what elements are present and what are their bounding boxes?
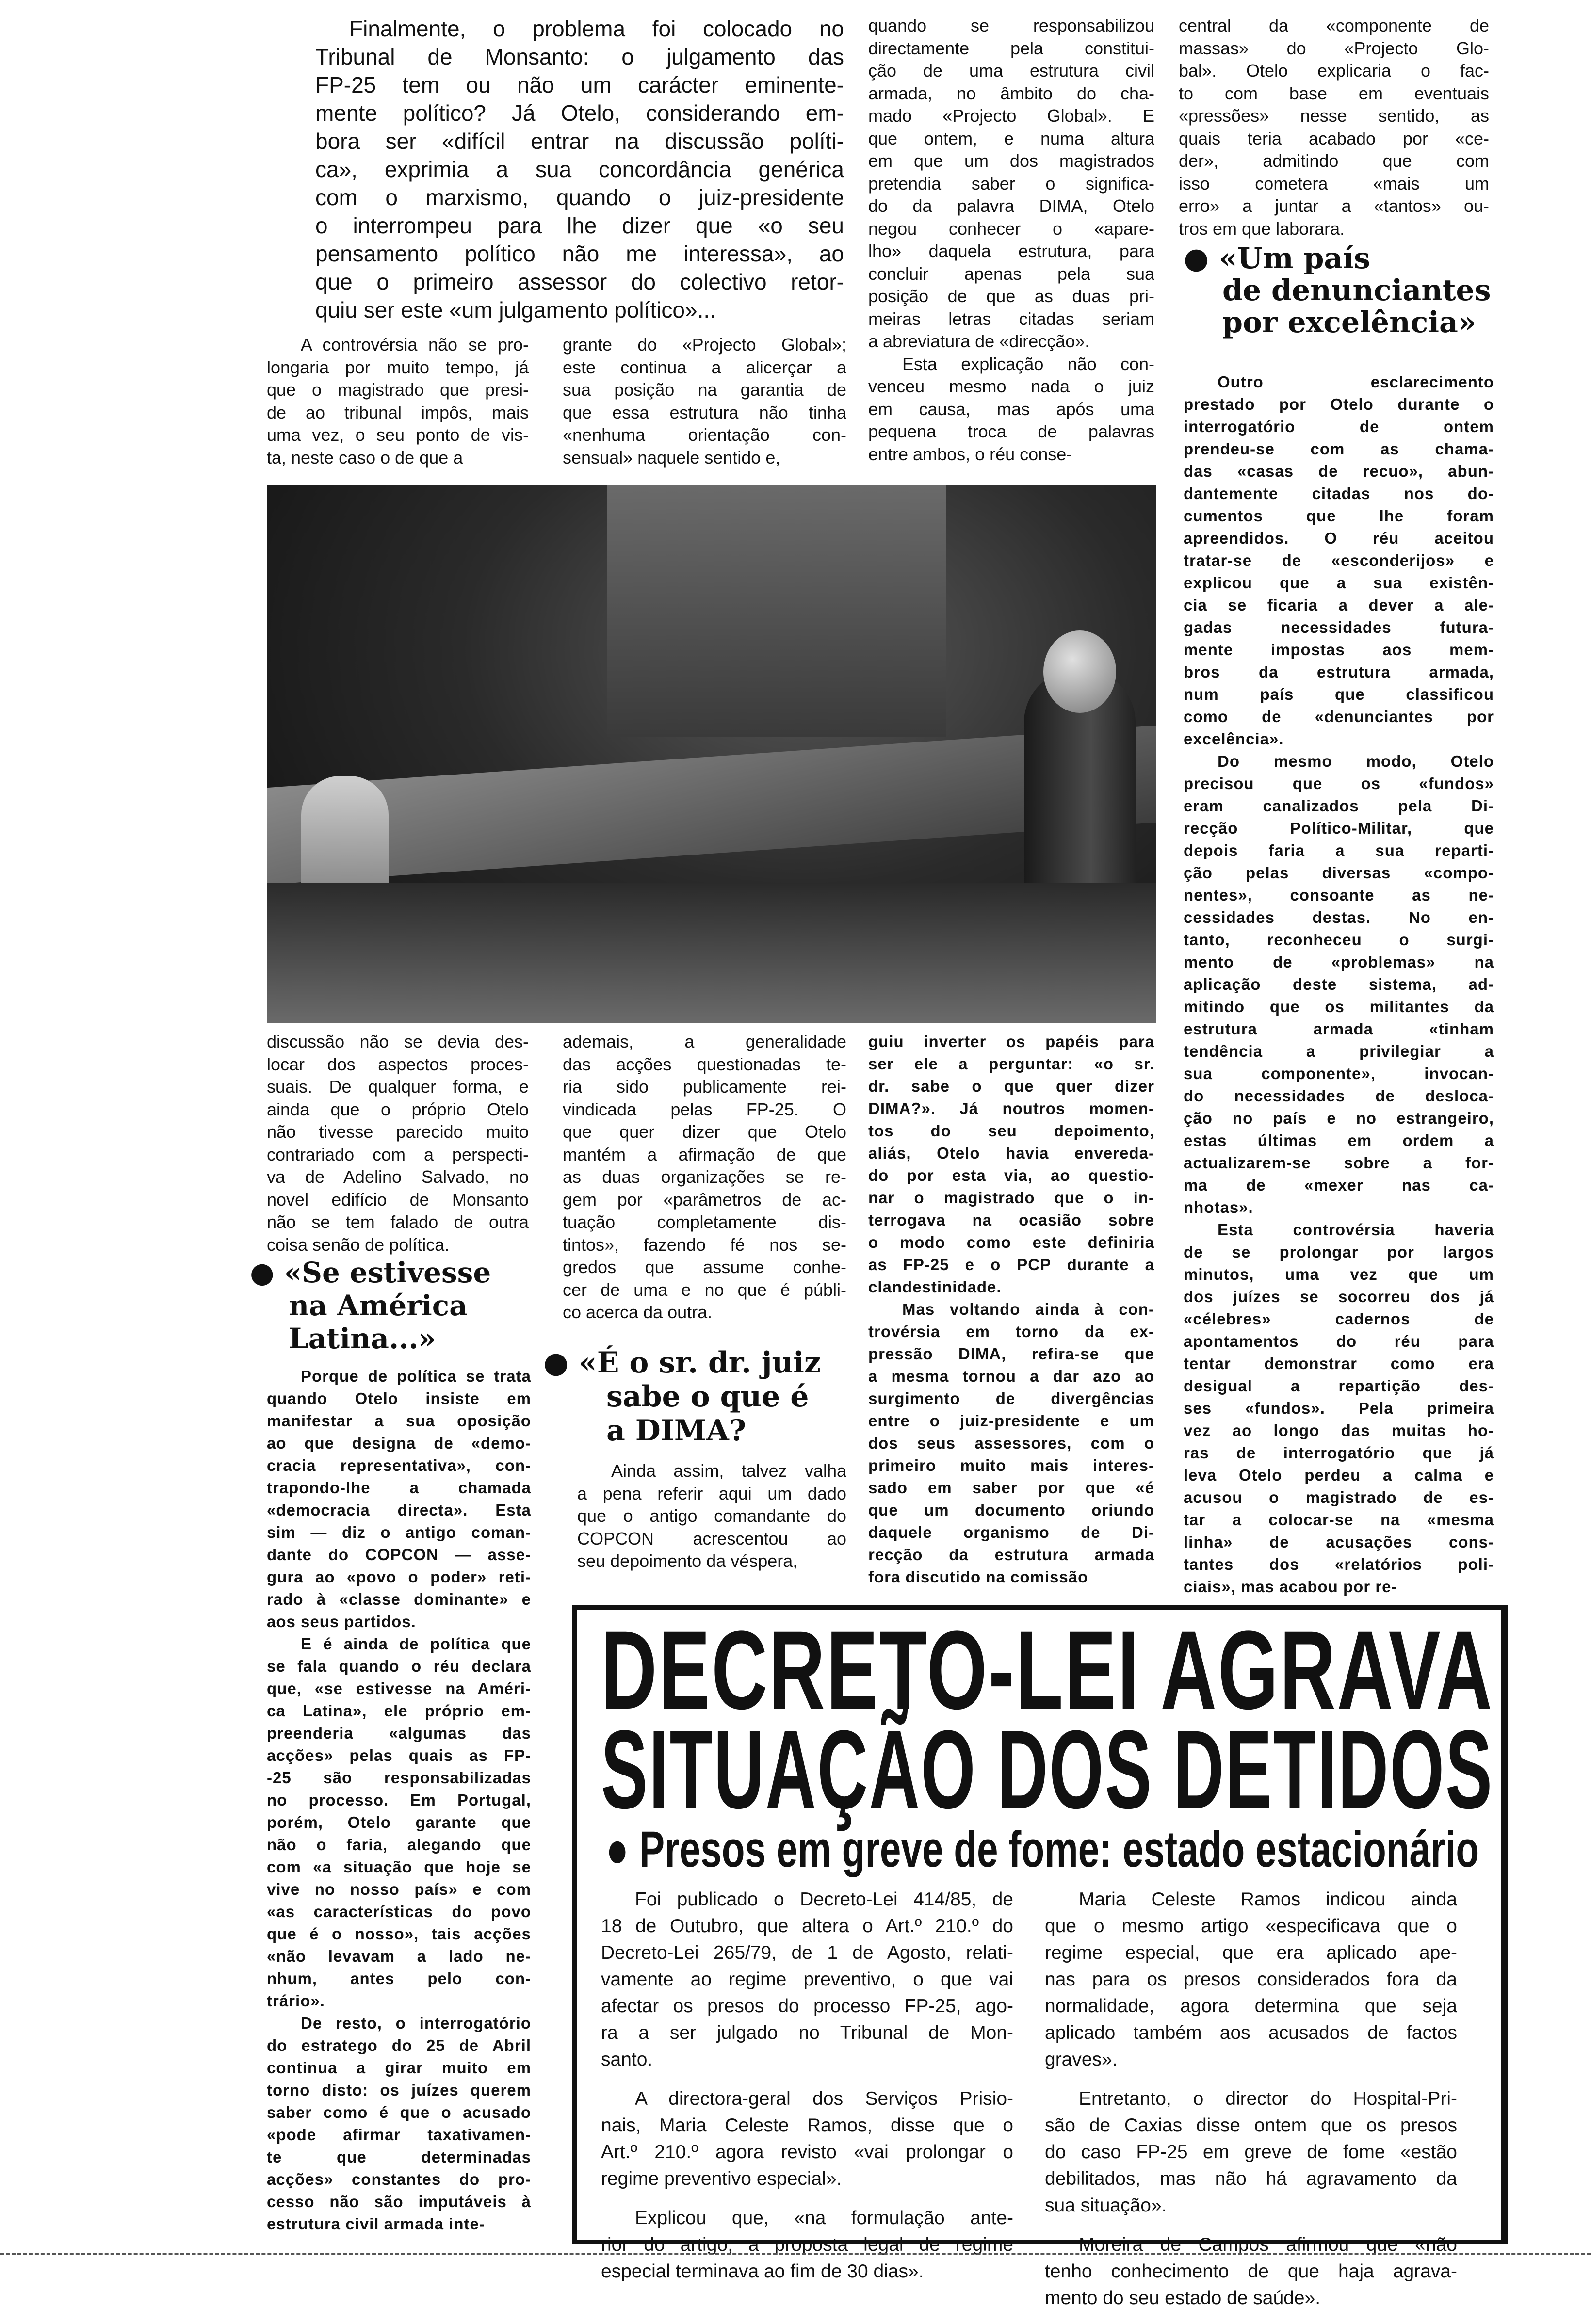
- text-line: mento de «problemas» na: [1184, 953, 1494, 971]
- text-line: apreendidos. O réu aceitou: [1184, 529, 1494, 547]
- text-line: FP-25 tem ou não um carácter eminente-: [315, 72, 844, 97]
- text-line: se fala quando o réu declara: [267, 1657, 531, 1675]
- text-line: não se tem falado de outra: [267, 1212, 529, 1232]
- paragraph: [1184, 750, 1494, 1219]
- heading-line: Latina...»: [289, 1322, 436, 1355]
- text-line: fora discutido na comissão: [868, 1568, 1088, 1586]
- text-line: das acções questionadas te-: [563, 1054, 846, 1074]
- text-line: as duas organizações se re-: [563, 1167, 846, 1187]
- text-line: ser ele a perguntar: «o sr.: [868, 1055, 1154, 1073]
- text-line: suais. De qualquer forma, e: [267, 1077, 529, 1097]
- text-line: Esta controvérsia haveria: [1218, 1221, 1494, 1239]
- text-line: Do mesmo modo, Otelo: [1218, 752, 1494, 770]
- text-line: co acerca da outra.: [563, 1302, 713, 1322]
- text-line: santo.: [601, 2049, 653, 2070]
- text-line: mente impostas aos mem-: [1184, 641, 1494, 659]
- text-line: porém, Otelo garante que: [267, 1813, 531, 1831]
- column-a-top: [267, 334, 529, 469]
- text-line: recção da estrutura armada: [868, 1546, 1154, 1564]
- text-line: cia se ficaria a dever a ale-: [1184, 596, 1494, 614]
- text-line: o modo como este definiria: [868, 1233, 1154, 1251]
- paragraph: [1184, 1219, 1494, 1598]
- paragraph: [577, 1460, 846, 1573]
- paragraph: [868, 15, 1154, 353]
- text-line: Explicou que, «na formulação ante-: [635, 2208, 1013, 2228]
- text-line: sim — diz o antigo coman-: [267, 1523, 531, 1541]
- text-line: coisa senão de política.: [267, 1234, 450, 1255]
- text-line: ca Latina», ele próprio em-: [267, 1702, 531, 1720]
- lead-paragraph: [315, 15, 844, 324]
- headline-line-2: SITUAÇÃO DOS DETIDOS: [601, 1707, 1494, 1832]
- text-line: erro» a juntar a «tantos» ou-: [1179, 196, 1489, 216]
- text-line: 18 de Outubro, que altera o Art.º 210.º do: [601, 1916, 1013, 1937]
- text-line: armada, no âmbito do cha-: [868, 83, 1154, 103]
- text-line: dos juízes se socorreu dos já: [1184, 1288, 1494, 1306]
- text-line: gura ao «povo o poder» reti-: [267, 1568, 531, 1586]
- text-line: que quer dizer que Otelo: [563, 1122, 846, 1142]
- text-line: excelência».: [1184, 730, 1284, 748]
- text-line: dantemente citadas nos do-: [1184, 484, 1494, 502]
- column-c-bottom: [868, 1031, 1154, 1588]
- paragraph: [1045, 1886, 1457, 2073]
- text-line: torno disto: os juízes querem: [267, 2081, 531, 2099]
- text-line: grante do «Projecto Global»;: [563, 335, 846, 355]
- text-line: leva Otelo perdeu a calma e: [1184, 1466, 1494, 1484]
- text-line: DIMA?». Já noutros momen-: [868, 1099, 1154, 1117]
- text-line: apontamentos do réu para: [1184, 1332, 1494, 1350]
- text-line: Decreto-Lei 265/79, de 1 de Agosto, relati-: [601, 1942, 1013, 1963]
- text-line: mitindo que os militantes da: [1184, 998, 1494, 1016]
- text-line: tentar demonstrar como era: [1184, 1355, 1494, 1372]
- paragraph: [267, 334, 529, 469]
- text-line: vamente ao regime preventivo, o que vai: [601, 1969, 1013, 1990]
- text-line: tos do seu depoimento,: [868, 1122, 1154, 1140]
- subheading-text: Presos em greve de fome: estado estacionário: [639, 1821, 1479, 1878]
- paragraph: [267, 1633, 531, 2012]
- text-line: precisou que os «fundos»: [1184, 775, 1494, 792]
- text-line: saber como é que o acusado: [267, 2103, 531, 2121]
- text-line: especial terminava ao fim de 30 dias».: [601, 2261, 924, 2282]
- text-line: Finalmente, o problema foi colocado no: [349, 16, 844, 41]
- text-line: mento do seu estado de saúde».: [1045, 2288, 1321, 2308]
- text-line: tros em que laborara.: [1179, 218, 1345, 239]
- text-line: contrariado com a perspecti-: [267, 1144, 529, 1164]
- text-line: quais teria acabado por «ce-: [1179, 128, 1489, 148]
- paragraph: [601, 1886, 1013, 2073]
- column-b-mid: [563, 1031, 846, 1324]
- text-line: discussão não se devia des-: [267, 1032, 529, 1051]
- text-line: seu depoimento da véspera,: [577, 1551, 798, 1571]
- text-line: o interrompeu para lhe dizer que «o seu: [315, 213, 844, 238]
- text-line: aos seus partidos.: [267, 1613, 416, 1630]
- text-line: tantes dos «relatórios poli-: [1184, 1555, 1494, 1573]
- text-line: acções» constantes do pro-: [267, 2170, 531, 2188]
- text-line: ca», exprimia a sua concordância genérica: [315, 157, 844, 182]
- text-line: clandestinidade.: [868, 1278, 1002, 1296]
- text-line: este continua a alicerçar a: [563, 357, 846, 377]
- text-line: bal». Otelo explicaria o fac-: [1179, 61, 1489, 81]
- text-line: meiras letras citadas seriam: [868, 308, 1154, 329]
- paragraph: [601, 2205, 1013, 2285]
- paragraph: [563, 334, 846, 469]
- text-line: ção de uma estrutura civil: [868, 61, 1154, 81]
- paragraph: [267, 2012, 531, 2235]
- text-line: sua componente», invocan-: [1184, 1065, 1494, 1082]
- text-line: eram canalizados pela Di-: [1184, 797, 1494, 815]
- column-b-bottom: [577, 1460, 846, 1573]
- text-line: mantém a afirmação de que: [563, 1144, 846, 1164]
- text-line: rior do artigo, a proposta legal de regime: [601, 2234, 1013, 2255]
- text-line: Ainda assim, talvez valha: [611, 1461, 846, 1481]
- text-line: nhotas».: [1184, 1198, 1253, 1216]
- text-line: guiu inverter os papéis para: [868, 1033, 1154, 1050]
- text-line: to com base em eventuais: [1179, 83, 1489, 103]
- heading-line: «Um país: [1219, 242, 1370, 275]
- text-line: Art.º 210.º agora revisto «vai prolongar o: [601, 2142, 1013, 2163]
- text-line: «as características do povo: [267, 1903, 531, 1921]
- text-line: Foi publicado o Decreto-Lei 414/85, de: [635, 1889, 1013, 1910]
- text-line: bora ser «difícil entrar na discussão políti-: [315, 129, 844, 154]
- text-line: gredos que assume conhe-: [563, 1257, 846, 1277]
- text-line: lho» daquela estrutura, para: [868, 241, 1154, 261]
- text-line: COPCON acrescentou ao: [577, 1528, 846, 1549]
- column-a-mid: [267, 1031, 529, 1256]
- text-line: venceu mesmo nada o juiz: [868, 376, 1154, 396]
- page-bottom-rule: [0, 2253, 1591, 2255]
- text-line: graves».: [1045, 2049, 1118, 2070]
- heading-line: a DIMA?: [606, 1414, 746, 1448]
- text-line: ao que designa de «demo-: [267, 1434, 531, 1452]
- text-line: Maria Celeste Ramos indicou ainda: [1079, 1889, 1457, 1910]
- text-line: ainda que o próprio Otelo: [267, 1099, 529, 1119]
- text-line: locar dos aspectos proces-: [267, 1054, 529, 1074]
- text-line: central da «componente de: [1179, 16, 1489, 35]
- photo-wall: [607, 485, 946, 737]
- text-line: pensamento político não me interessa», ao: [315, 241, 844, 266]
- text-line: que, «se estivesse na Améri-: [267, 1679, 531, 1697]
- text-line: nentes», consoante as ne-: [1184, 886, 1494, 904]
- text-line: de ao tribunal impôs, mais: [267, 402, 529, 422]
- subheading-america-latina: [250, 1256, 491, 1355]
- column-a-bottom: [267, 1365, 531, 2235]
- text-line: ses «fundos». Pela primeira: [1184, 1399, 1494, 1417]
- bullet-icon: ●: [250, 1256, 275, 1289]
- text-line: quando Otelo insiste em: [267, 1389, 531, 1407]
- text-line: trovérsia em torno da ex-: [868, 1323, 1154, 1340]
- bullet-icon: ●: [543, 1346, 569, 1380]
- heading-line: por excelência»: [1222, 306, 1477, 339]
- text-line: que é o nosso», tais acções: [267, 1925, 531, 1943]
- text-line: dr. sabe o que quer dizer: [868, 1077, 1154, 1095]
- text-line: massas» do «Projecto Glo-: [1179, 38, 1489, 58]
- text-line: a pena referir aqui um dado: [577, 1483, 846, 1503]
- text-line: explicou que a sua existên-: [1184, 574, 1494, 592]
- text-line: -25 são responsabilizadas: [267, 1769, 531, 1787]
- text-line: as FP-25 e o PCP durante a: [868, 1256, 1154, 1274]
- paragraph: [315, 15, 844, 324]
- text-line: isso cometera «mais um: [1179, 173, 1489, 194]
- column-d-bottom: [1184, 371, 1494, 1598]
- text-line: normalidade, agora determina que seja: [1045, 1996, 1457, 2017]
- column-b-top: [563, 334, 846, 469]
- text-line: tendência a privilegiar a: [1184, 1042, 1494, 1060]
- text-line: pequena troca de palavras: [868, 421, 1154, 441]
- text-line: que o mesmo artigo «especificava que o: [1045, 1916, 1457, 1937]
- text-line: que ontem, e numa altura: [868, 128, 1154, 148]
- text-line: do estratego do 25 de Abril: [267, 2036, 531, 2054]
- text-line: acções» pelas quais as FP-: [267, 1746, 531, 1764]
- text-line: trapondo-lhe a chamada: [267, 1479, 531, 1497]
- text-line: prendeu-se com as chama-: [1184, 440, 1494, 458]
- text-line: aliás, Otelo havia envereda-: [868, 1144, 1154, 1162]
- text-line: te que determinadas: [267, 2148, 531, 2166]
- text-line: Moreira de Campos afirmou que «não: [1079, 2234, 1457, 2255]
- text-line: estas últimas em ordem a: [1184, 1131, 1494, 1149]
- text-line: como de «denunciantes por: [1184, 708, 1494, 726]
- box-column-right: [1045, 1886, 1457, 2324]
- text-line: em causa, mas após uma: [868, 399, 1154, 419]
- subheading-dima: [543, 1346, 821, 1448]
- heading-line: «É o sr. dr. juiz: [579, 1346, 821, 1380]
- text-line: que um documento oriundo: [868, 1501, 1154, 1519]
- text-line: longaria por muito tempo, já: [267, 357, 529, 377]
- paragraph: [267, 1031, 529, 1256]
- text-line: Outro esclarecimento: [1218, 373, 1494, 391]
- paragraph: [868, 353, 1154, 466]
- text-line: ção no país e no estrangeiro,: [1184, 1109, 1494, 1127]
- text-line: linha» de acusações cons-: [1184, 1533, 1494, 1551]
- text-line: «célebres» cadernos de: [1184, 1310, 1494, 1328]
- text-line: «não levavam a lado ne-: [267, 1947, 531, 1965]
- text-line: E é ainda de política que: [301, 1635, 531, 1653]
- text-line: mente político? Já Otelo, considerando em-: [315, 100, 844, 126]
- box-subheading: [606, 1823, 1479, 1876]
- text-line: surgimento de divergências: [868, 1389, 1154, 1407]
- text-line: regime preventivo especial».: [601, 2168, 842, 2189]
- text-line: que o magistrado que presi-: [267, 380, 529, 400]
- text-line: do caso FP-25 em greve de fome «estão: [1045, 2142, 1457, 2163]
- text-line: preenderia «algumas das: [267, 1724, 531, 1742]
- text-line: uma vez, o seu ponto de vis-: [267, 425, 529, 445]
- text-line: depois faria a sua reparti-: [1184, 841, 1494, 859]
- text-line: va de Adelino Salvado, no: [267, 1167, 529, 1187]
- text-line: «nenhuma orientação con-: [563, 425, 846, 445]
- text-line: cesso não são imputáveis à: [267, 2193, 531, 2211]
- text-line: com «a situação que hoje se: [267, 1858, 531, 1876]
- text-line: do necessidades de desloca-: [1184, 1087, 1494, 1105]
- text-line: ção pelas diversas «compo-: [1184, 864, 1494, 882]
- paragraph: [601, 2085, 1013, 2192]
- paragraph: [868, 1031, 1154, 1298]
- text-line: estrutura civil armada inte-: [267, 2215, 485, 2233]
- text-line: nas para os presos considerados fora da: [1045, 1969, 1457, 1990]
- text-line: aplicação deste sistema, ad-: [1184, 975, 1494, 993]
- text-line: das «casas de recuo», abun-: [1184, 462, 1494, 480]
- text-line: quando se responsabilizou: [868, 16, 1154, 35]
- text-line: não o faria, alegando que: [267, 1836, 531, 1854]
- box-column-left: [601, 1886, 1013, 2297]
- text-line: der», admitindo que com: [1179, 151, 1489, 171]
- text-line: que o antigo comandante do: [577, 1506, 846, 1526]
- text-line: de se prolongar por largos: [1184, 1243, 1494, 1261]
- text-line: vive no nosso país» e com: [267, 1880, 531, 1898]
- text-line: sensual» naquele sentido e,: [563, 447, 780, 468]
- text-line: «pode afirmar taxativamen-: [267, 2126, 531, 2144]
- text-line: do por esta via, ao questio-: [868, 1166, 1154, 1184]
- text-line: gem por «parâmetros de ac-: [563, 1189, 846, 1210]
- text-line: tintos», fazendo fé nos se-: [563, 1234, 846, 1255]
- text-line: acusou o magistrado de es-: [1184, 1488, 1494, 1506]
- text-line: ras de interrogatório que já: [1184, 1444, 1494, 1462]
- text-line: Entretanto, o director do Hospital-Pri-: [1079, 2088, 1457, 2109]
- text-line: tuação completamente dis-: [563, 1212, 846, 1232]
- text-line: terrogava na ocasião sobre: [868, 1211, 1154, 1229]
- boxed-article: [572, 1605, 1508, 2308]
- text-line: actualizarem-se sobre a for-: [1184, 1154, 1494, 1172]
- text-line: negou conhecer o «apare-: [868, 218, 1154, 239]
- text-line: desigual a repartição des-: [1184, 1377, 1494, 1395]
- text-line: ria sido publicamente rei-: [563, 1077, 846, 1097]
- text-line: De resto, o interrogatório: [301, 2014, 531, 2032]
- text-line: num país que classificou: [1184, 685, 1494, 703]
- text-line: debilitados, mas não há agravamento da: [1045, 2168, 1457, 2189]
- text-line: minutos, uma vez que um: [1184, 1265, 1494, 1283]
- text-line: prestado por Otelo durante o: [1184, 395, 1494, 413]
- text-line: Tribunal de Monsanto: o julgamento das: [315, 44, 844, 69]
- photo-head-right: [1043, 630, 1116, 713]
- text-line: ciais», mas acabou por re-: [1184, 1578, 1397, 1596]
- heading-line: «Se estivesse: [284, 1256, 491, 1289]
- text-line: Porque de política se trata: [301, 1367, 531, 1385]
- bullet-icon: ●: [606, 1821, 629, 1878]
- text-line: estrutura armada «tinham: [1184, 1020, 1494, 1038]
- text-line: do da palavra DIMA, Otelo: [868, 196, 1154, 216]
- text-line: bros da estrutura armada,: [1184, 663, 1494, 681]
- text-line: que essa estrutura não tinha: [563, 402, 846, 422]
- paragraph: [1179, 15, 1489, 240]
- heading-line: na América: [289, 1289, 468, 1322]
- paragraph: [1184, 371, 1494, 750]
- text-line: manifestar a sua oposição: [267, 1412, 531, 1430]
- text-line: primeiro muito mais interes-: [868, 1456, 1154, 1474]
- courtroom-photo: [267, 485, 1156, 1023]
- text-line: Esta explicação não con-: [902, 354, 1154, 374]
- text-line: tenho conhecimento de que haja agrava-: [1045, 2261, 1457, 2282]
- text-line: cracia representativa», con-: [267, 1456, 531, 1474]
- text-line: «democracia directa». Esta: [267, 1501, 531, 1519]
- text-line: dante do COPCON — asse-: [267, 1546, 531, 1564]
- text-line: entre ambos, o réu conse-: [868, 444, 1072, 464]
- text-line: tratar-se de «esconderijos» e: [1184, 551, 1494, 569]
- heading-line: sabe o que é: [606, 1380, 809, 1414]
- text-line: regime especial, que era aplicado ape-: [1045, 1942, 1457, 1963]
- paragraph: [267, 1365, 531, 1633]
- text-line: não tivesse parecido muito: [267, 1122, 529, 1142]
- text-line: vez ao longo das muitas ho-: [1184, 1421, 1494, 1439]
- text-line: nhum, antes pelo con-: [267, 1969, 531, 1987]
- paragraph: [1045, 2231, 1457, 2311]
- text-line: ra a ser julgado no Tribunal de Mon-: [601, 2022, 1013, 2043]
- text-line: recção Político-Militar, que: [1184, 819, 1494, 837]
- text-line: ta, neste caso o de que a: [267, 447, 463, 468]
- text-line: daquele organismo de Di-: [868, 1523, 1154, 1541]
- text-line: a abreviatura de «direcção».: [868, 331, 1090, 351]
- paragraph: [1045, 2085, 1457, 2219]
- text-line: com o marxismo, quando o juiz-presidente: [315, 185, 844, 210]
- text-line: pressão DIMA, refira-se que: [868, 1345, 1154, 1363]
- text-line: tar a colocar-se na «mesma: [1184, 1511, 1494, 1529]
- text-line: interrogatório de ontem: [1184, 418, 1494, 436]
- text-line: que o primeiro assessor do colectivo retor-: [315, 269, 844, 294]
- text-line: vindicada pelas FP-25. O: [563, 1099, 846, 1119]
- photo-desk: [267, 726, 1156, 885]
- text-line: directamente pela constitui-: [868, 38, 1154, 58]
- text-line: são de Caxias disse ontem que os presos: [1045, 2115, 1457, 2136]
- text-line: sua posição na garantia de: [563, 380, 846, 400]
- column-d-top: [1179, 15, 1489, 240]
- text-line: «pressões» nesse sentido, as: [1179, 106, 1489, 126]
- column-c-top: [868, 15, 1154, 466]
- text-line: no processo. Em Portugal,: [267, 1791, 531, 1809]
- text-line: A directora-geral dos Serviços Prisio-: [635, 2088, 1013, 2109]
- text-line: a mesma tornou a dar azo ao: [868, 1367, 1154, 1385]
- paragraph: [563, 1031, 846, 1324]
- text-line: entre o juiz-presidente e um: [868, 1412, 1154, 1430]
- paragraph: [868, 1298, 1154, 1588]
- text-line: nar o magistrado que o in-: [868, 1189, 1154, 1207]
- text-line: gadas necessidades futura-: [1184, 618, 1494, 636]
- bullet-icon: ●: [1184, 242, 1209, 275]
- text-line: afectar os presos do processo FP-25, ago-: [601, 1996, 1013, 2017]
- text-line: sua situação».: [1045, 2195, 1167, 2216]
- text-line: trário».: [267, 1992, 325, 2010]
- text-line: sado em saber por que «é: [868, 1479, 1154, 1497]
- photo-floor: [267, 883, 1156, 1023]
- heading-line: de denunciantes: [1222, 274, 1491, 307]
- text-line: rado à «classe dominante» e: [267, 1590, 531, 1608]
- text-line: A controvérsia não se pro-: [301, 335, 529, 355]
- text-line: cumentos que lhe foram: [1184, 507, 1494, 525]
- text-line: pretendia saber o significa-: [868, 173, 1154, 194]
- text-line: concluir apenas pela sua: [868, 263, 1154, 284]
- text-line: continua a girar muito em: [267, 2059, 531, 2077]
- text-line: ademais, a generalidade: [563, 1032, 846, 1051]
- text-line: Mas voltando ainda à con-: [902, 1300, 1154, 1318]
- text-line: tanto, reconheceu o surgi-: [1184, 931, 1494, 949]
- subheading-um-pais: [1184, 242, 1491, 339]
- text-line: dos seus assessores, com o: [868, 1434, 1154, 1452]
- text-line: ma de «mexer nas ca-: [1184, 1176, 1494, 1194]
- text-line: quiu ser este «um julgamento político»...: [315, 297, 716, 323]
- text-line: cessidades destas. No en-: [1184, 908, 1494, 926]
- text-line: nais, Maria Celeste Ramos, disse que o: [601, 2115, 1013, 2136]
- text-line: em que um dos magistrados: [868, 151, 1154, 171]
- text-line: cer de uma e no que é públi-: [563, 1279, 846, 1300]
- text-line: novel edifício de Monsanto: [267, 1189, 529, 1210]
- headline-line-1: DECRETO-LEI AGRAVA: [601, 1608, 1494, 1732]
- text-line: mado «Projecto Global». E: [868, 106, 1154, 126]
- text-line: posição de que as duas pri-: [868, 286, 1154, 306]
- text-line: aplicado também aos acusados de factos: [1045, 2022, 1457, 2043]
